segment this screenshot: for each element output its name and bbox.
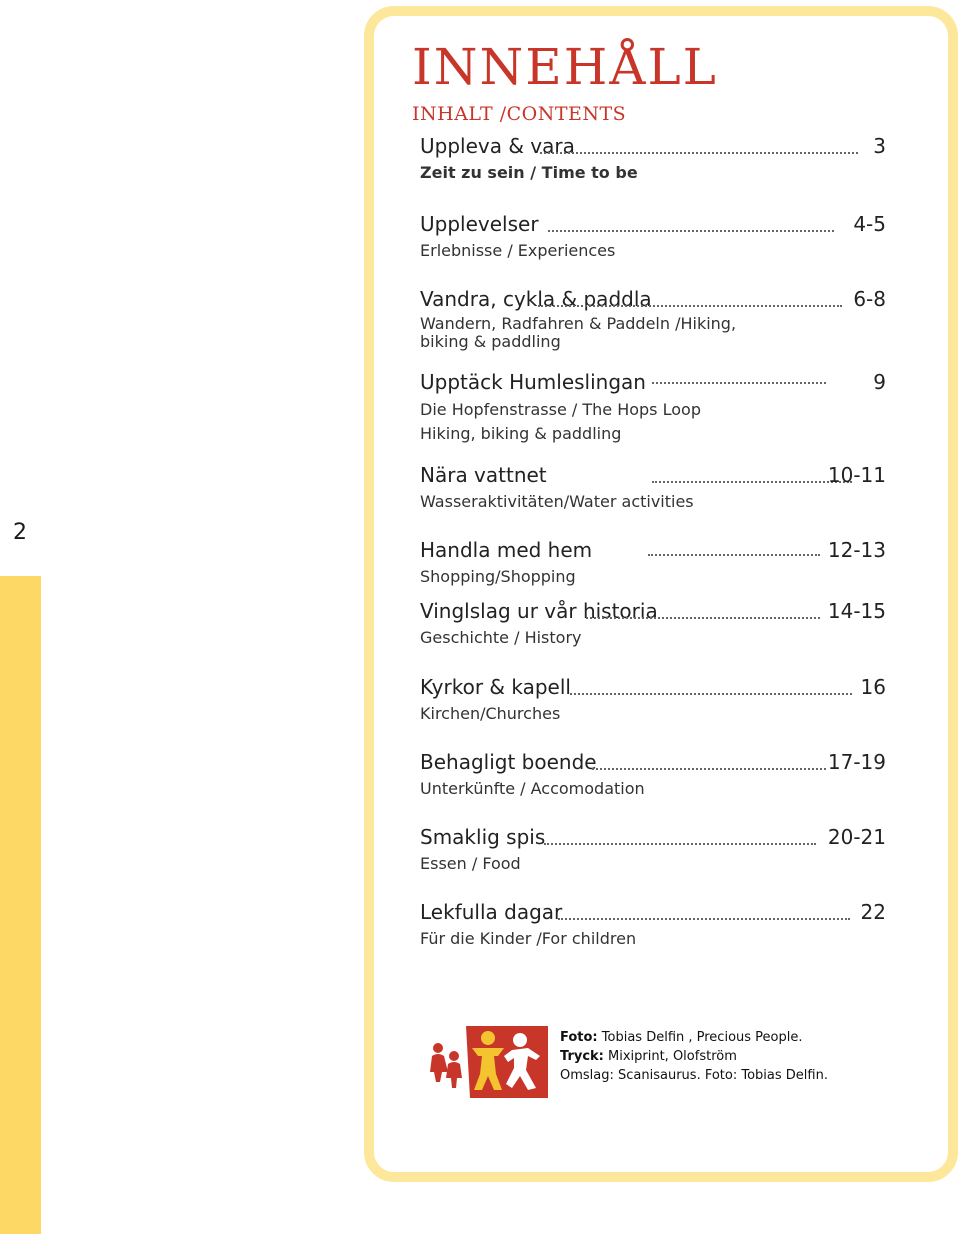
toc-entry-translation: Geschichte / History [420,628,582,647]
toc-entry-translation: Kirchen/Churches [420,704,561,723]
toc-entry-translation: Erlebnisse / Experiences [420,241,616,260]
toc-entry-vingslag[interactable] [420,599,886,649]
toc-entry-page[interactable]: 6-8 [853,287,886,311]
side-color-bar [0,576,41,1234]
toc-entry-translation: Die Hopfenstrasse / The Hops Loop [420,400,701,419]
toc-entry-translation: biking & paddling [420,332,561,351]
toc-entry-uppleva[interactable] [420,134,886,184]
toc-entry-page[interactable]: 16 [860,675,886,699]
precious-people-logo [428,1026,548,1098]
toc-entry-translation: Zeit zu sein / Time to be [420,163,638,182]
dot-leader [648,554,820,556]
toc-entry-page[interactable]: 17-19 [827,750,886,774]
toc-entry-page[interactable]: 14-15 [827,599,886,623]
toc-entry-title[interactable]: Upptäck Humleslingan [420,370,646,394]
page-title: INNEHÅLL [412,38,718,96]
toc-entry-title[interactable]: Nära vattnet [420,463,547,487]
toc-entry-smaklig-spis[interactable] [420,825,886,875]
credit-omslag: Omslag: Scanisaurus. Foto: Tobias Delfin. [560,1068,828,1083]
toc-entry-translation: Hiking, biking & paddling [420,424,622,443]
toc-entry-kyrkor[interactable] [420,675,886,725]
credit-foto-value: Tobias Delfin , Precious People. [597,1030,803,1045]
toc-entry-translation: Für die Kinder /For children [420,929,637,948]
toc-entry-title[interactable]: Handla med hem [420,538,593,562]
toc-entry-title[interactable]: Upplevelser [420,212,539,236]
dot-leader [544,843,816,845]
toc-entry-lekfulla[interactable] [420,900,886,950]
page-number: 2 [13,520,27,545]
toc-entry-translation: Wasseraktivitäten/Water activities [420,492,694,511]
dot-leader [586,617,820,619]
toc-entry-title[interactable]: Vinglslag ur vår historia [420,599,658,623]
dot-leader [570,693,852,695]
toc-entry-translation: Shopping/Shopping [420,567,576,586]
dot-leader [592,768,826,770]
credits [560,1028,828,1085]
dot-leader [540,152,858,154]
toc-entry-page[interactable]: 20-21 [827,825,886,849]
toc-entry-vandra[interactable] [420,287,886,351]
toc-entry-page[interactable]: 10-11 [827,463,886,487]
toc-entry-translation: Essen / Food [420,854,521,873]
dot-leader [558,918,850,920]
toc-entry-translation: Wandern, Radfahren & Paddeln /Hiking, [420,314,737,333]
toc-entry-title[interactable]: Uppleva & vara [420,134,575,158]
toc-entry-upplevelser[interactable] [420,212,886,262]
toc-entry-page[interactable]: 4-5 [853,212,886,236]
toc-entry-title[interactable]: Lekfulla dagar [420,900,563,924]
dot-leader [538,305,842,307]
credit-tryck-value: Mixiprint, Olofström [603,1049,737,1064]
dot-leader [652,382,826,384]
toc-entry-humleslingan[interactable] [420,370,886,446]
toc-entry-title[interactable]: Behagligt boende [420,750,597,774]
toc-entry-title[interactable]: Smaklig spis [420,825,546,849]
credit-foto-label: Foto: [560,1030,598,1045]
dot-leader [548,230,834,232]
toc-entry-translation: Unterkünfte / Accomodation [420,779,645,798]
toc-entry-handla[interactable] [420,538,886,588]
toc-entry-boende[interactable] [420,750,886,800]
dot-leader [652,481,852,483]
toc-entry-page[interactable]: 22 [860,900,886,924]
toc-entry-title[interactable]: Vandra, cykla & paddla [420,287,652,311]
credit-tryck-label: Tryck: [560,1049,604,1064]
toc-entry-title[interactable]: Kyrkor & kapell [420,675,571,699]
toc-entry-page[interactable]: 9 [873,370,886,394]
toc-entry-nara-vattnet[interactable] [420,463,886,513]
toc-entry-page[interactable]: 3 [873,134,886,158]
toc-entry-page[interactable]: 12-13 [827,538,886,562]
page-subtitle: INHALT /CONTENTS [412,103,627,125]
